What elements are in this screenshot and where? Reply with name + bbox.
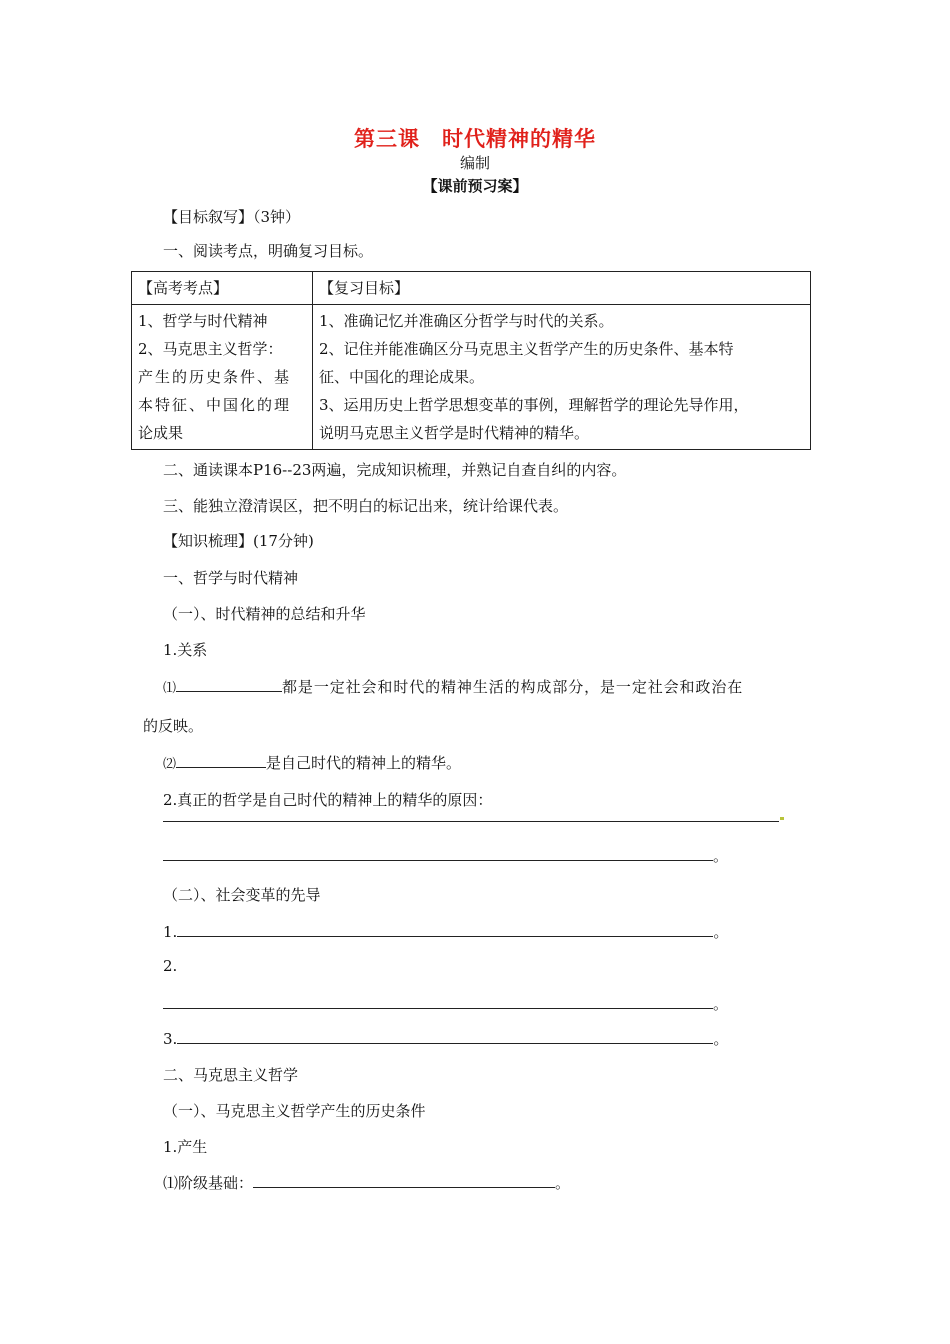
exam-point-line: 产生的历史条件、基	[138, 368, 292, 386]
question-2-text: 是自己时代的精神上的精华。	[266, 754, 462, 772]
part2-heading: 二、马克思主义哲学	[163, 1066, 299, 1084]
pioneer-item-2-number: 2.	[163, 957, 178, 975]
blank-line[interactable]	[177, 922, 713, 937]
answer-line[interactable]	[163, 807, 784, 826]
table-cell-exam-points	[132, 305, 313, 450]
question-2-number: ⑵	[163, 757, 177, 772]
blank-line[interactable]	[163, 846, 713, 861]
goals-step3: 三、能独立澄清误区，把不明白的标记出来，统计给课代表。	[163, 497, 569, 515]
review-goal-line: 征、中国化的理论成果。	[319, 368, 485, 386]
goals-table	[131, 271, 811, 450]
period: 。	[713, 995, 729, 1013]
exam-point-line: 论成果	[138, 424, 184, 442]
blank-line[interactable]	[176, 753, 266, 768]
question-2	[163, 752, 461, 773]
class-basis-label: ⑴阶级基础：	[163, 1174, 254, 1192]
period: 。	[713, 923, 729, 941]
goals-heading: 【目标叙写】（3钟）	[163, 208, 301, 226]
question-1-number: ⑴	[163, 681, 177, 696]
blank-line[interactable]	[163, 994, 713, 1009]
period: 。	[713, 1030, 729, 1048]
pioneer-item-2	[163, 993, 728, 1014]
review-goal-line: 说明马克思主义哲学是时代精神的精华。	[319, 424, 590, 442]
page-title: 第三课 时代精神的精华	[354, 127, 596, 151]
question-1-text: 都是一定社会和时代的精神生活的构成部分，是一定社会和政治在	[282, 678, 744, 696]
part1-heading: 一、哲学与时代精神	[163, 569, 299, 587]
exam-point-line: 2、马克思主义哲学：	[138, 340, 283, 358]
table-cell-review-goals	[313, 305, 811, 450]
review-goal-line: 3、运用历史上哲学思想变革的事例，理解哲学的理论先导作用，	[319, 396, 749, 414]
question-1-continued: 的反映。	[143, 717, 204, 735]
produce-label: 1.产生	[163, 1138, 208, 1156]
period: 。	[713, 847, 729, 865]
pioneer-item-3	[163, 1028, 728, 1049]
exam-point-line: 1、哲学与时代精神	[138, 312, 268, 330]
sub3-heading: （一）、马克思主义哲学产生的历史条件	[163, 1102, 426, 1120]
goals-step1: 一、阅读考点，明确复习目标。	[163, 242, 374, 260]
question-1	[163, 676, 743, 697]
answer-line[interactable]	[163, 845, 728, 866]
sub2-heading: （二）、社会变革的先导	[163, 886, 321, 904]
class-basis	[163, 1172, 570, 1193]
reason-label: 2.真正的哲学是自己时代的精神上的精华的原因：	[163, 791, 493, 809]
item-number: 3.	[163, 1030, 178, 1048]
review-goal-line: 2、记住并能准确区分马克思主义哲学产生的历史条件、基本特	[319, 340, 734, 358]
marker-dot-icon	[780, 817, 784, 820]
review-goal-line: 1、准确记忆并准确区分哲学与时代的关系。	[319, 312, 614, 330]
blank-line[interactable]	[253, 1173, 555, 1188]
period: 。	[555, 1174, 571, 1192]
table-header-review-goals: 【复习目标】	[313, 272, 811, 305]
blank-line[interactable]	[163, 807, 779, 822]
blank-line[interactable]	[176, 677, 282, 692]
exam-point-line: 本特征、中国化的理	[138, 396, 292, 414]
blank-line[interactable]	[177, 1029, 713, 1044]
editor-label: 编制	[459, 154, 490, 172]
table-header-exam-points: 【高考考点】	[132, 272, 313, 305]
knowledge-heading: 【知识梳理】(17分钟)	[163, 532, 314, 550]
goals-step2: 二、通读课本P16--23两遍，完成知识梳理，并熟记自查自纠的内容。	[163, 461, 627, 479]
item-number: 1.	[163, 923, 178, 941]
pioneer-item-1	[163, 921, 728, 942]
section-title: 【课前预习案】	[422, 177, 528, 195]
relation-label: 1.关系	[163, 641, 208, 659]
sub1-heading: （一）、时代精神的总结和升华	[163, 605, 366, 623]
